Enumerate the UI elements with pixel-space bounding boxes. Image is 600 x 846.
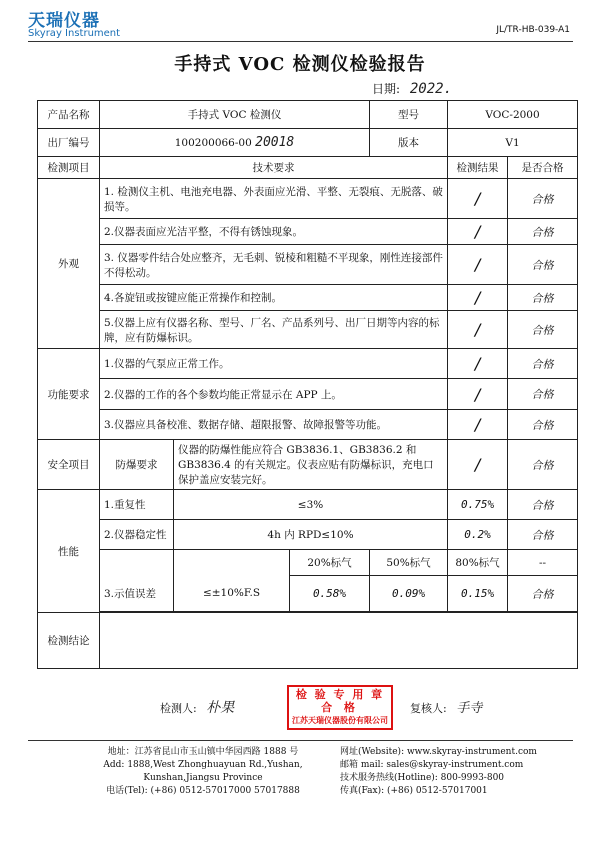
reviewer-label: 复核人:: [410, 702, 447, 715]
result-mark: /: [448, 410, 508, 440]
table-row: [38, 179, 578, 219]
gas-20-header: 20%标气: [290, 550, 370, 576]
footer-contact: [340, 746, 570, 798]
gas-50-header: 50%标气: [370, 550, 448, 576]
table-row: [38, 285, 578, 311]
appearance-item-2: 2.仪器表面应光洁平整，不得有锈蚀现象。: [100, 219, 448, 245]
pass-mark: 合格: [508, 311, 578, 349]
pass-mark: 合格: [508, 440, 578, 490]
pass-mark: 合格: [508, 410, 578, 440]
error-50: 0.09%: [370, 576, 448, 612]
table-row: [38, 245, 578, 285]
col-pass-header: 是否合格: [508, 157, 578, 179]
stamp-line-1: 检 验 专 用 章: [295, 688, 385, 701]
conclusion-label: 检测结论: [38, 613, 100, 669]
row-column-headers: [38, 157, 578, 179]
gas-pass-dash: --: [508, 550, 578, 576]
serial-cell: [100, 129, 370, 157]
appearance-label: 外观: [38, 179, 100, 349]
stability-label: 2.仪器稳定性: [100, 520, 174, 550]
result-mark: /: [448, 379, 508, 410]
address-cn: 地址：江苏省昆山市玉山镇中华园西路 1888 号: [107, 747, 299, 757]
telephone: 电话(Tel): (+86) 0512-57017000 57017888: [106, 786, 300, 796]
product-name: 手持式 VOC 检测仪: [100, 101, 370, 129]
error-req: ≤±10%F.S: [174, 576, 290, 612]
result-mark: /: [448, 440, 508, 490]
pass-mark: 合格: [508, 349, 578, 379]
result-mark: /: [448, 219, 508, 245]
repeat-req: ≤3%: [174, 490, 448, 520]
result-mark: /: [448, 311, 508, 349]
performance-label: 性能: [38, 490, 100, 613]
table-row: [38, 410, 578, 440]
stamp-line-2: 合 格: [321, 701, 359, 714]
pass-mark: 合格: [508, 490, 578, 520]
appearance-item-4: 4.各旋钮或按键应能正常操作和控制。: [100, 285, 448, 311]
function-item-3: 3.仪器应具备校准、数据存储、超限报警、故障报警等功能。: [100, 410, 448, 440]
error-20: 0.58%: [290, 576, 370, 612]
inspection-table: [37, 100, 578, 669]
serial-label: 出厂编号: [38, 129, 100, 157]
appearance-item-5: 5.仪器上应有仪器名称、型号、厂名、产品系列号、出厂日期等内容的标牌，应有防爆标识。: [100, 311, 448, 349]
function-item-2: 2.仪器的工作的各个参数均能正常显示在 APP 上。: [100, 379, 448, 410]
product-name-label: 产品名称: [38, 101, 100, 129]
table-row: [38, 490, 578, 520]
table-row: [38, 311, 578, 349]
pass-mark: 合格: [508, 576, 578, 612]
safety-sub-label: 防爆要求: [100, 440, 174, 490]
date-field: [372, 80, 452, 97]
col-requirement-header: 技术要求: [100, 157, 448, 179]
header-divider: [28, 41, 573, 42]
result-mark: /: [448, 179, 508, 219]
version-label: 版本: [370, 129, 448, 157]
model-label: 型号: [370, 101, 448, 129]
pass-mark: 合格: [508, 379, 578, 410]
inspector-signature: [160, 697, 234, 717]
table-row: [38, 219, 578, 245]
footer-divider: [28, 740, 573, 741]
function-item-1: 1.仪器的气泵应正常工作。: [100, 349, 448, 379]
row-serial: [38, 129, 578, 157]
inspection-stamp: [287, 685, 393, 730]
address-en-1: Add: 1888,West Zhonghuayuan Rd.,Yushan,: [103, 760, 303, 770]
col-item-header: 检测项目: [38, 157, 100, 179]
appearance-item-3: 3. 仪器零件结合处应整齐，无毛刺、锐棱和粗糙不平现象，刚性连接部件不得松动。: [100, 245, 448, 285]
reviewer-signature: [410, 697, 482, 716]
serial-value: 100200066-00: [174, 137, 252, 149]
pass-mark: 合格: [508, 245, 578, 285]
hotline: 技术服务热线(Hotline): 800-9993-800: [340, 773, 505, 783]
result-mark: /: [448, 285, 508, 311]
reviewer-sig: 手寺: [456, 701, 483, 716]
pass-mark: 合格: [508, 179, 578, 219]
version-value: V1: [448, 129, 578, 157]
report-title: 手持式 VOC 检测仪检验报告: [174, 54, 426, 75]
date-value: 2022.: [409, 81, 453, 97]
col-result-header: 检测结果: [448, 157, 508, 179]
repeat-label: 1.重复性: [100, 490, 174, 520]
table-row: [38, 379, 578, 410]
website-link[interactable]: 网址(Website): www.skyray-instrument.com: [340, 747, 537, 757]
error-label: 3.示值误差: [100, 576, 174, 612]
appearance-item-1: 1. 检测仪主机、电池充电器、外表面应光滑、平整、无裂痕、无脱落、破损等。: [100, 179, 448, 219]
table-row: [38, 550, 578, 576]
result-mark: /: [448, 245, 508, 285]
inspector-sig: 朴果: [206, 700, 235, 716]
stability-req: 4h 内 RPD≤10%: [174, 520, 448, 550]
error-80: 0.15%: [448, 576, 508, 612]
function-label: 功能要求: [38, 349, 100, 440]
table-row: [38, 349, 578, 379]
table-row: [38, 440, 578, 490]
empty-cell: [100, 550, 174, 576]
fax: 传真(Fax): (+86) 0512-57017001: [340, 786, 488, 796]
pass-mark: 合格: [508, 285, 578, 311]
row-product: [38, 101, 578, 129]
empty-cell: [174, 550, 290, 576]
conclusion-value: [100, 613, 578, 669]
table-row: [38, 613, 578, 669]
safety-text: 仪器的防爆性能应符合 GB3836.1、GB3836.2 和 GB3836.4 的有关规定。仪表应贴有防爆标识，充电口保护盖应安装完好。: [174, 440, 448, 490]
email-link[interactable]: 邮箱 mail: sales@skyray-instrument.com: [340, 760, 524, 770]
safety-label: 安全项目: [38, 440, 100, 490]
stability-result: 0.2%: [448, 520, 508, 550]
date-label: 日期:: [372, 82, 401, 96]
table-row: [38, 520, 578, 550]
gas-80-header: 80%标气: [448, 550, 508, 576]
pass-mark: 合格: [508, 219, 578, 245]
address-en-2: Kunshan,Jiangsu Province: [143, 773, 263, 783]
company-logo-en: Skyray Instrument: [28, 28, 121, 39]
inspector-label: 检测人:: [160, 702, 197, 715]
table-row: [38, 576, 578, 612]
model-value: VOC-2000: [448, 101, 578, 129]
document-number: JL/TR-HB-039-A1: [496, 25, 570, 35]
pass-mark: 合格: [508, 520, 578, 550]
stamp-line-3: 江苏天瑞仪器股份有限公司: [292, 716, 388, 725]
result-mark: /: [448, 349, 508, 379]
company-logo: 天瑞仪器: [28, 11, 100, 31]
footer-address: [88, 746, 318, 798]
serial-handwritten: 20018: [255, 135, 295, 150]
repeat-result: 0.75%: [448, 490, 508, 520]
